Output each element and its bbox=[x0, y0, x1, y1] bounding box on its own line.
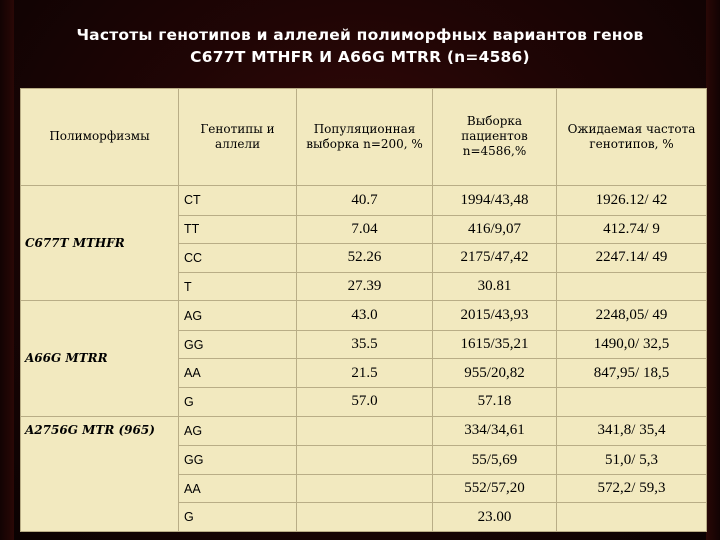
population-cell: 27.39 bbox=[297, 272, 433, 301]
genotype-cell: GG bbox=[179, 330, 297, 359]
header-genotypes: Генотипы и аллели bbox=[179, 89, 297, 186]
population-cell: 40.7 bbox=[297, 185, 433, 215]
patients-cell: 1994/43,48 bbox=[433, 185, 557, 215]
patients-cell: 416/9,07 bbox=[433, 215, 557, 244]
genotype-cell: AG bbox=[179, 416, 297, 446]
expected-cell: 412.74/ 9 bbox=[557, 215, 707, 244]
genotype-cell: AG bbox=[179, 301, 297, 331]
expected-cell bbox=[557, 272, 707, 301]
expected-cell bbox=[557, 388, 707, 417]
expected-cell: 51,0/ 5,3 bbox=[557, 446, 707, 475]
expected-cell: 1926.12/ 42 bbox=[557, 185, 707, 215]
patients-cell: 2015/43,93 bbox=[433, 301, 557, 331]
table-row bbox=[21, 416, 707, 446]
genotype-cell: CC bbox=[179, 244, 297, 273]
header-row bbox=[21, 89, 707, 186]
polymorphism-label: A2756G MTR (965) bbox=[21, 416, 179, 531]
curtain-edge-right bbox=[706, 0, 720, 540]
expected-cell bbox=[557, 503, 707, 532]
population-cell: 21.5 bbox=[297, 359, 433, 388]
population-cell bbox=[297, 446, 433, 475]
header-population: Популяционная выборка n=200, % bbox=[297, 89, 433, 186]
population-cell: 7.04 bbox=[297, 215, 433, 244]
genotype-cell: GG bbox=[179, 446, 297, 475]
expected-cell: 572,2/ 59,3 bbox=[557, 474, 707, 503]
curtain-edge-left bbox=[0, 0, 14, 540]
slide-title bbox=[0, 24, 720, 68]
genotype-cell: T bbox=[179, 272, 297, 301]
table-row bbox=[21, 185, 707, 215]
genotype-cell: AA bbox=[179, 359, 297, 388]
polymorphism-label: A66G MTRR bbox=[21, 301, 179, 416]
population-cell bbox=[297, 503, 433, 532]
patients-cell: 55/5,69 bbox=[433, 446, 557, 475]
population-cell bbox=[297, 416, 433, 446]
expected-cell: 1490,0/ 32,5 bbox=[557, 330, 707, 359]
patients-cell: 552/57,20 bbox=[433, 474, 557, 503]
patients-cell: 955/20,82 bbox=[433, 359, 557, 388]
genotype-cell: G bbox=[179, 503, 297, 532]
genotype-cell: CT bbox=[179, 185, 297, 215]
header-patients: Выборка пациентов n=4586,% bbox=[433, 89, 557, 186]
genotype-cell: TT bbox=[179, 215, 297, 244]
population-cell: 52.26 bbox=[297, 244, 433, 273]
patients-cell: 1615/35,21 bbox=[433, 330, 557, 359]
population-cell: 43.0 bbox=[297, 301, 433, 331]
expected-cell: 2247.14/ 49 bbox=[557, 244, 707, 273]
genotype-cell: AA bbox=[179, 474, 297, 503]
genotype-cell: G bbox=[179, 388, 297, 417]
polymorphism-label: C677T MTHFR bbox=[21, 185, 179, 300]
title-line-2: C677T MTHFR И A66G MTRR (n=4586) bbox=[190, 48, 530, 66]
population-cell: 35.5 bbox=[297, 330, 433, 359]
expected-cell: 2248,05/ 49 bbox=[557, 301, 707, 331]
genotype-frequency-table bbox=[20, 88, 707, 532]
expected-cell: 847,95/ 18,5 bbox=[557, 359, 707, 388]
title-line-1: Частоты генотипов и аллелей полиморфных вариантов генов bbox=[76, 26, 644, 44]
patients-cell: 334/34,61 bbox=[433, 416, 557, 446]
population-cell bbox=[297, 474, 433, 503]
expected-cell: 341,8/ 35,4 bbox=[557, 416, 707, 446]
population-cell: 57.0 bbox=[297, 388, 433, 417]
patients-cell: 57.18 bbox=[433, 388, 557, 417]
header-polymorphisms: Полиморфизмы bbox=[21, 89, 179, 186]
header-expected: Ожидаемая частота генотипов, % bbox=[557, 89, 707, 186]
patients-cell: 23.00 bbox=[433, 503, 557, 532]
patients-cell: 30.81 bbox=[433, 272, 557, 301]
table-row bbox=[21, 301, 707, 331]
patients-cell: 2175/47,42 bbox=[433, 244, 557, 273]
